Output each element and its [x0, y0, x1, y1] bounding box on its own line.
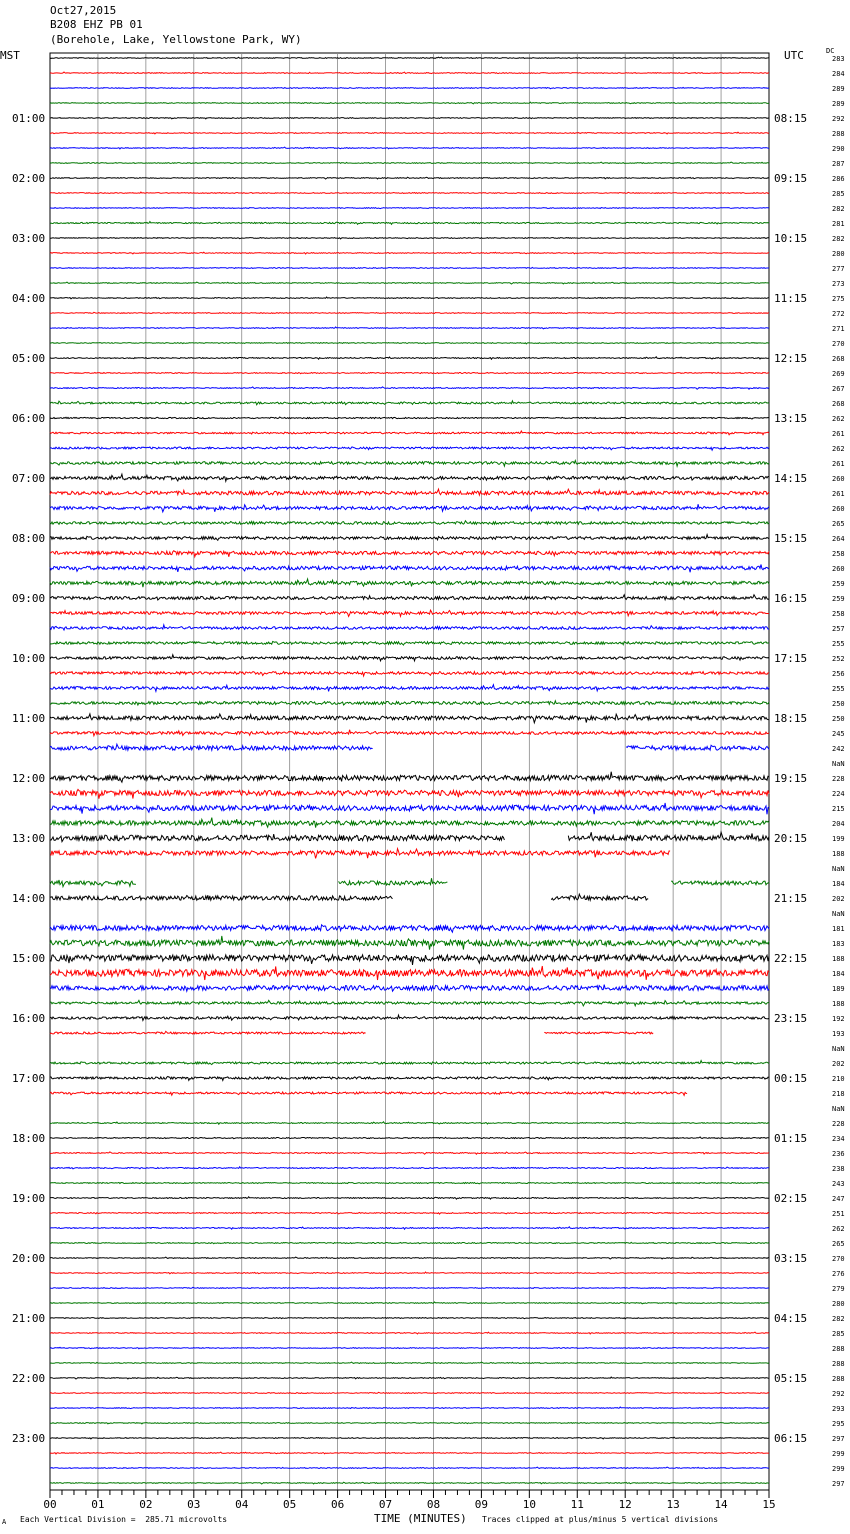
trace-rows [50, 57, 769, 1484]
left-hour-label: 23:00 [12, 1432, 46, 1445]
trace-row [50, 1452, 769, 1454]
dc-value: 189 [832, 985, 845, 993]
left-hour-label: 17:00 [12, 1072, 46, 1085]
trace-row [50, 1227, 769, 1229]
right-hour-label: 14:15 [774, 472, 808, 485]
dc-value: 281 [832, 220, 845, 228]
dc-value: 183 [832, 940, 845, 948]
trace-row [50, 789, 769, 798]
dc-value: 204 [832, 820, 845, 828]
trace-row [50, 955, 769, 965]
left-hour-label: 13:00 [12, 832, 46, 845]
x-tick-label: 06 [330, 1498, 345, 1511]
trace-row [50, 772, 769, 783]
dc-value: 289 [832, 100, 845, 108]
trace-row [50, 685, 769, 692]
trace-row [50, 936, 769, 950]
dc-value: 218 [832, 1090, 845, 1098]
x-tick-label: 08 [426, 1498, 441, 1511]
right-hour-label: 19:15 [774, 772, 808, 785]
clip-note: Traces clipped at plus/minus 5 vertical divisions [482, 1515, 719, 1524]
dc-value: 265 [832, 520, 845, 528]
dc-value: 269 [832, 370, 845, 378]
dc-value: 273 [832, 280, 845, 288]
x-tick-label: 10 [522, 1498, 536, 1511]
trace-row [50, 132, 769, 134]
trace-row [50, 878, 769, 886]
trace-row [50, 177, 769, 179]
trace-row [50, 1031, 653, 1034]
right-hour-label: 03:15 [774, 1252, 808, 1265]
dc-value: NaN [832, 865, 845, 873]
x-tick-label: 09 [474, 1498, 489, 1511]
right-hour-label: 06:15 [774, 1432, 808, 1445]
trace-row [50, 1437, 769, 1439]
trace-row [50, 832, 769, 841]
trace-row [50, 1015, 769, 1020]
trace-row [50, 535, 769, 541]
right-hour-label: 13:15 [774, 412, 808, 425]
right-hour-label: 10:15 [774, 232, 808, 245]
dc-value: 280 [832, 250, 845, 258]
left-timezone-label: MST [0, 49, 20, 62]
dc-value: 261 [832, 460, 845, 468]
trace-row [50, 894, 648, 900]
dc-value: 270 [832, 1255, 845, 1263]
dc-value: 265 [832, 1240, 845, 1248]
trace-row [50, 714, 769, 723]
dc-value: 276 [832, 1270, 845, 1278]
trace-row [50, 222, 769, 225]
corner-mark: A [2, 1518, 7, 1526]
dc-value: 242 [832, 745, 845, 753]
dc-value: 261 [832, 490, 845, 498]
left-hour-label: 09:00 [12, 592, 46, 605]
dc-value: 202 [832, 895, 845, 903]
dc-value: 259 [832, 580, 845, 588]
right-hour-label: 16:15 [774, 592, 808, 605]
dc-value: 262 [832, 445, 845, 453]
trace-row [50, 72, 769, 74]
dc-value: 215 [832, 805, 845, 813]
dc-value: 262 [832, 415, 845, 423]
dc-value: 289 [832, 85, 845, 93]
dc-value: 259 [832, 595, 845, 603]
right-hour-label: 05:15 [774, 1372, 808, 1385]
dc-value: 267 [832, 385, 845, 393]
trace-row [50, 803, 769, 814]
trace-row [50, 401, 769, 405]
dc-value: 181 [832, 925, 845, 933]
dc-value: 283 [832, 55, 845, 63]
right-hour-label: 20:15 [774, 832, 808, 845]
trace-row [50, 966, 769, 980]
trace-row [50, 1272, 769, 1274]
trace-row [50, 730, 769, 736]
dc-value: 260 [832, 505, 845, 513]
dc-value: 247 [832, 1195, 845, 1203]
station-code: B208 EHZ PB 01 [50, 18, 143, 31]
time-axis [43, 1490, 775, 1511]
right-hour-label: 09:15 [774, 172, 808, 185]
left-hour-label: 16:00 [12, 1012, 46, 1025]
x-tick-label: 12 [618, 1498, 632, 1511]
x-tick-label: 00 [43, 1498, 57, 1511]
left-hour-label: 19:00 [12, 1192, 46, 1205]
trace-row [50, 357, 769, 359]
dc-value: 299 [832, 1465, 845, 1473]
dc-value: 252 [832, 655, 845, 663]
left-hour-label: 04:00 [12, 292, 46, 305]
dc-value: 275 [832, 295, 845, 303]
trace-row [50, 655, 769, 661]
right-hour-label: 04:15 [774, 1312, 808, 1325]
trace-row [50, 1287, 769, 1288]
dc-value: 277 [832, 265, 845, 273]
left-hour-label: 22:00 [12, 1372, 46, 1385]
dc-value: 285 [832, 190, 845, 198]
trace-row [50, 1257, 769, 1259]
x-axis-title: TIME (MINUTES) [374, 1512, 467, 1525]
dc-value: 288 [832, 1360, 845, 1368]
dc-value: 243 [832, 1180, 845, 1188]
trace-row [50, 447, 769, 450]
trace-row [50, 238, 769, 239]
dc-value: 297 [832, 1480, 845, 1488]
x-tick-label: 07 [378, 1498, 393, 1511]
dc-value: 188 [832, 1000, 845, 1008]
dc-value: 188 [832, 955, 845, 963]
dc-value: NaN [832, 760, 845, 768]
dc-value: 228 [832, 775, 845, 783]
trace-row [50, 208, 769, 209]
dc-value: 202 [832, 1060, 845, 1068]
trace-row [50, 417, 769, 419]
dc-value: 268 [832, 400, 845, 408]
x-tick-label: 04 [235, 1498, 249, 1511]
x-tick-label: 14 [714, 1498, 728, 1511]
trace-row [50, 1167, 769, 1169]
dc-value: 279 [832, 1285, 845, 1293]
dc-value: 264 [832, 535, 845, 543]
x-tick-label: 11 [570, 1498, 584, 1511]
dc-value: 261 [832, 430, 845, 438]
right-hour-label: 01:15 [774, 1132, 808, 1145]
right-hour-label: 15:15 [774, 532, 808, 545]
trace-row [50, 625, 769, 630]
dc-value: 184 [832, 880, 845, 888]
dc-value: 284 [832, 70, 845, 78]
dc-value: 288 [832, 130, 845, 138]
left-hour-label: 18:00 [12, 1132, 46, 1145]
dc-value: 260 [832, 565, 845, 573]
left-hour-label: 11:00 [12, 712, 46, 725]
trace-row [50, 1061, 769, 1065]
right-hour-label: 22:15 [774, 952, 808, 965]
dc-value: 292 [832, 115, 845, 123]
trace-row [50, 641, 769, 645]
dc-value: NaN [832, 1045, 845, 1053]
x-tick-label: 15 [762, 1498, 776, 1511]
dc-value: 282 [832, 1315, 845, 1323]
x-tick-label: 01 [91, 1498, 105, 1511]
left-hour-label: 06:00 [12, 412, 46, 425]
trace-row [50, 118, 769, 119]
x-tick-label: 03 [187, 1498, 201, 1511]
trace-row [50, 282, 769, 284]
trace-row [50, 1392, 769, 1393]
trace-row [50, 504, 769, 512]
trace-row [50, 925, 769, 932]
trace-row [50, 1302, 769, 1304]
trace-row [50, 1347, 769, 1349]
trace-row [50, 474, 769, 481]
dc-value: 250 [832, 715, 845, 723]
trace-row [50, 327, 769, 329]
left-hour-label: 10:00 [12, 652, 46, 665]
trace-row [50, 1332, 769, 1334]
right-hour-label: 17:15 [774, 652, 808, 665]
right-hour-label: 02:15 [774, 1192, 808, 1205]
left-hour-label: 02:00 [12, 172, 46, 185]
dc-value: 297 [832, 1435, 845, 1443]
trace-row [50, 147, 769, 149]
dc-value: 292 [832, 1390, 845, 1398]
trace-row [50, 461, 769, 467]
dc-value: 255 [832, 640, 845, 648]
dc-value: 282 [832, 235, 845, 243]
dc-value: 257 [832, 625, 845, 633]
dc-value: 250 [832, 700, 845, 708]
trace-row [50, 701, 769, 705]
trace-row [50, 521, 769, 525]
left-hour-label: 21:00 [12, 1312, 46, 1325]
trace-row [50, 551, 769, 557]
trace-row [50, 267, 769, 268]
dc-value: 272 [832, 310, 845, 318]
trace-row [50, 672, 769, 676]
dc-value: 193 [832, 1030, 845, 1038]
trace-row [50, 192, 769, 193]
vertical-division-note: Each Vertical Division = 285.71 microvolts [20, 1515, 228, 1524]
trace-row [50, 102, 769, 104]
dc-value: 210 [832, 1075, 845, 1083]
trace-row [50, 1137, 769, 1139]
x-tick-label: 13 [666, 1498, 680, 1511]
dc-value: 260 [832, 475, 845, 483]
trace-row [50, 1318, 769, 1319]
trace-row [50, 1467, 769, 1468]
trace-row [50, 1407, 769, 1409]
dc-value: 282 [832, 205, 845, 213]
dc-value: 270 [832, 340, 845, 348]
dc-value: 271 [832, 325, 845, 333]
dc-value: NaN [832, 1105, 845, 1113]
dc-value: 236 [832, 1150, 845, 1158]
minute-grid [50, 53, 769, 1490]
dc-value: NaN [832, 910, 845, 918]
left-hour-label: 01:00 [12, 112, 46, 125]
dc-value: 299 [832, 1450, 845, 1458]
right-hour-label: 12:15 [774, 352, 808, 365]
dc-value: 295 [832, 1420, 845, 1428]
trace-row [50, 343, 769, 344]
dc-value: 268 [832, 355, 845, 363]
trace-row [50, 1000, 769, 1006]
x-tick-label: 02 [139, 1498, 153, 1511]
left-hour-label: 14:00 [12, 892, 46, 905]
right-hour-label: 23:15 [774, 1012, 808, 1025]
dc-value: 262 [832, 1225, 845, 1233]
trace-row [50, 252, 769, 254]
trace-row [50, 1242, 769, 1243]
trace-row [50, 1482, 769, 1484]
dc-value: 234 [832, 1135, 845, 1143]
left-hour-label: 08:00 [12, 532, 46, 545]
dc-value: 290 [832, 145, 845, 153]
trace-row [50, 57, 769, 58]
dc-value: 287 [832, 160, 845, 168]
right-hour-label: 21:15 [774, 892, 808, 905]
dc-value: 256 [832, 670, 845, 678]
chart-date: Oct27,2015 [50, 4, 117, 17]
trace-row [50, 744, 769, 750]
trace-row [50, 87, 769, 88]
trace-row [50, 431, 769, 435]
dc-column-label: DC [826, 47, 835, 55]
left-hour-label: 05:00 [12, 352, 46, 365]
dc-value: 251 [832, 1210, 845, 1218]
trace-row [50, 372, 769, 373]
trace-row [50, 610, 769, 616]
left-hour-label: 07:00 [12, 472, 46, 485]
dc-value: 192 [832, 1015, 845, 1023]
dc-value: 228 [832, 1120, 845, 1128]
trace-row [50, 297, 769, 299]
left-hour-label: 15:00 [12, 952, 46, 965]
dc-value: 199 [832, 835, 845, 843]
trace-row [50, 1182, 769, 1183]
dc-value: 288 [832, 1375, 845, 1383]
trace-row [50, 565, 769, 573]
right-hour-label: 11:15 [774, 292, 808, 305]
x-tick-label: 05 [283, 1498, 297, 1511]
dc-value: 238 [832, 1165, 845, 1173]
trace-row [50, 489, 769, 495]
dc-value: 188 [832, 850, 845, 858]
trace-row [50, 162, 769, 163]
trace-row [50, 312, 769, 313]
plot-frame [50, 53, 769, 1490]
dc-value: 255 [832, 685, 845, 693]
right-hour-label: 08:15 [774, 112, 808, 125]
dc-value: 293 [832, 1405, 845, 1413]
trace-row [50, 1152, 769, 1154]
dc-value: 285 [832, 1330, 845, 1338]
dc-value: 224 [832, 790, 845, 798]
trace-row [50, 818, 769, 828]
trace-row [50, 1362, 769, 1363]
trace-row [50, 1213, 769, 1215]
dc-value: 286 [832, 175, 845, 183]
right-hour-label: 18:15 [774, 712, 808, 725]
right-hour-label: 00:15 [774, 1072, 808, 1085]
trace-row [50, 1077, 769, 1081]
trace-row [50, 1197, 769, 1199]
station-location: (Borehole, Lake, Yellowstone Park, WY) [50, 33, 302, 46]
left-hour-label: 03:00 [12, 232, 46, 245]
dc-value: 245 [832, 730, 845, 738]
trace-row [50, 579, 769, 587]
dc-value: 258 [832, 550, 845, 558]
trace-row [50, 387, 769, 389]
dc-value: 288 [832, 1345, 845, 1353]
left-hour-label: 20:00 [12, 1252, 46, 1265]
trace-row [50, 1122, 769, 1124]
left-hour-label: 12:00 [12, 772, 46, 785]
dc-value: 280 [832, 1300, 845, 1308]
trace-row [50, 1423, 769, 1424]
trace-row [50, 985, 769, 992]
trace-row [50, 595, 769, 600]
trace-row [50, 1377, 769, 1379]
dc-value: 258 [832, 610, 845, 618]
dc-value: 184 [832, 970, 845, 978]
right-timezone-label: UTC [784, 49, 804, 62]
